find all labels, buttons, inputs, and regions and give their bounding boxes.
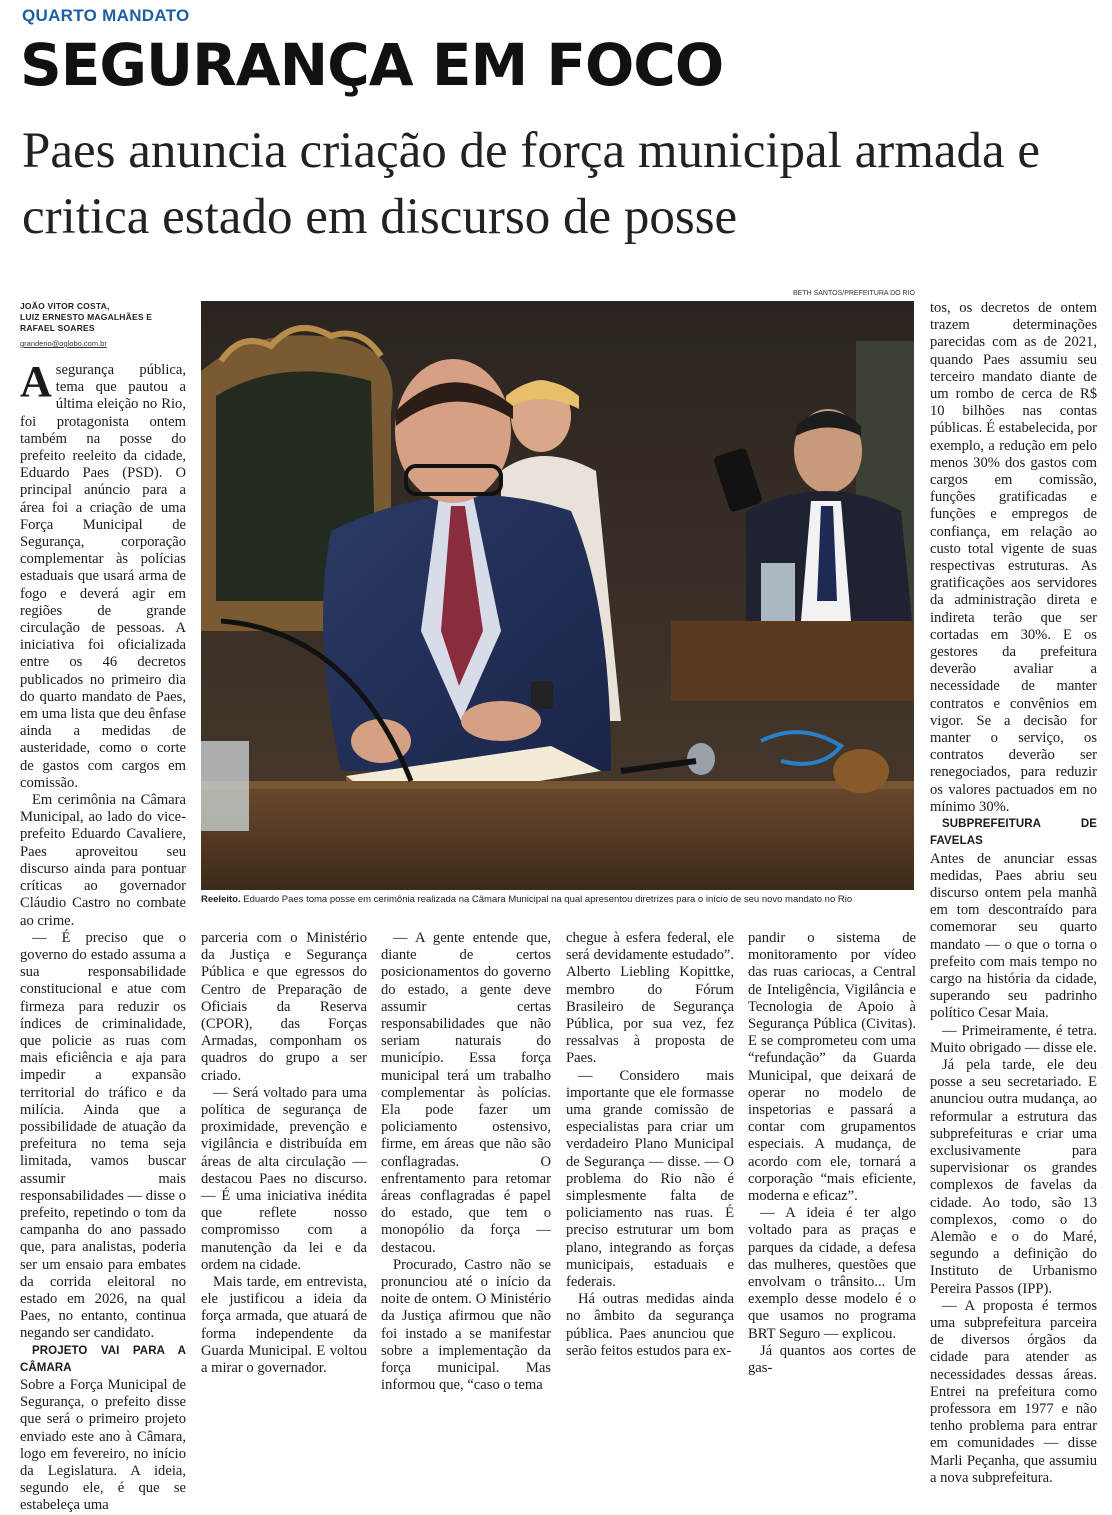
ceremony-photo-illustration (201, 301, 914, 890)
paragraph: — A gente entende que, diante de certos posicionamentos do governo do estado, a gente deve assumir certas responsabilidades que não seriam naturais do município. Essa força municipal terá um trabalho complementar às polícias. Ela pode fazer um policiamento ostensivo, firme, em áreas que não são conflagradas. O enfrentamento para retomar áreas conflagradas é papel do estado, que tem o monopólio da força — destacou. (381, 930, 551, 1256)
section-kicker: QUARTO MANDATO (22, 6, 190, 25)
paragraph: — Considero mais importante que ele formasse uma grande comissão de especialistas para criar um verdadeiro Plano Municipal de Segurança — disse. — O problema do Rio não é simplesmente falta de policiamento nas ruas. É preciso estruturar um bom plano, integrando as forças municipais, estaduais e federais. (566, 1067, 734, 1291)
drop-cap: A (20, 357, 52, 406)
byline-line: LUIZ ERNESTO MAGALHÃES E (20, 312, 153, 322)
paragraph: pandir o sistema de monitoramento por vídeo das ruas cariocas, a Central de Inteligência, Vigilância e Tecnologia de Apoio à Segurança Pública (Civitas). E se comprometeu com uma “refundação” da Guarda Municipal, que deixará de operar no modelo de inspetorias e passará a contar com grupamentos especiais. A mudança, de acordo com ele, tornará a corporação “mais eficiente, moderna e eficaz”. (748, 930, 916, 1205)
paragraph: Asegurança pública, tema que pautou a última eleição no Rio, foi protagonista ontem também na posse do prefeito reeleito da cidade, Eduardo Paes (PSD). O principal anúncio para a área foi a criação de uma Força Municipal de Segurança, corporação complementar às polícias estaduais que usará arma de fogo e deverá agir em regiões de grande circulação de pessoas. A iniciativa foi oficializada entre os 46 decretos publicados no primeiro dia do quarto mandato de Paes, em uma lista que deu ênfase ainda a medidas de austeridade, como o corte de gastos com cargos em comissão. (20, 357, 186, 791)
paragraph: Antes de anunciar essas medidas, Paes abriu seu discurso ontem pela manhã em tom descontraído para comemorar seu quarto mandato — o que o torna o prefeito com mais tempo no cargo na história da cidade, superando seu padrinho político Cesar Maia. (930, 850, 1097, 1022)
paragraph: — Será voltado para uma política de segurança de proximidade, prevenção e vigilância e distribuída em áreas de alta circulação — destacou Paes no discurso. — É uma iniciativa inédita que reflete nosso compromisso com a manutenção da lei e da ordem na cidade. (201, 1084, 367, 1273)
section-subtitle: SUBPREFEITURA DE FAVELAS (930, 818, 1097, 848)
paragraph: parceria com o Ministério da Justiça e Segurança Pública e que egressos do Centro de Preparação de Oficiais da Reserva (CPOR), das Forças Armadas, componham os quadros do grupo a ser criado. (201, 930, 367, 1084)
paragraph: — A ideia é ter algo voltado para as praças e parques da cidade, a defesa das mulheres, questões que envolvam o trânsito... Um exemplo desse modelo é o que usamos no programa BRT Seguro — explicou. (748, 1205, 916, 1342)
paragraph: Procurado, Castro não se pronunciou até o início da noite de ontem. O Ministério da Justiça afirmou que não foi instado a se manifestar sobre a implementação da força municipal. Mas informou que, “caso o tema (381, 1256, 551, 1394)
paragraph: Já pela tarde, ele deu posse a seu secretariado. E anunciou outra mudança, ao reformular a estrutura das subprefeituras e criar uma exclusivamente para supervisionar os grandes complexos de favelas da cidade. Ao todo, são 13 complexos, como o do Alemão e o do Maré, segundo a definição do Instituto de Urbanismo Pereira Passos (IPP). (930, 1056, 1097, 1297)
article-column-2 (201, 930, 367, 1377)
article-column-5 (748, 930, 916, 1377)
paragraph: — A proposta é termos uma subprefeitura parceira de diversos órgãos da cidade para atender as necessidades dessas áreas. Entrei na prefeitura como professora em 1977 e não tenho problema para entrar em comunidades — disse Marli Peçanha, que assumiu a nova subprefeitura. (930, 1297, 1097, 1486)
author-email-link[interactable]: granderio@oglobo.com.br (20, 339, 107, 348)
article-column-3 (381, 930, 551, 1394)
photo-caption (201, 894, 916, 905)
paragraph: Sobre a Força Municipal de Segurança, o prefeito disse que será o primeiro projeto enviado este ano à Câmara, logo em fevereiro, no início da Legislatura. A ideia, segundo ele, é que se estabeleça uma (20, 1376, 186, 1514)
byline-line: RAFAEL SOARES (20, 323, 95, 333)
main-photo (201, 301, 914, 890)
subheadline: Paes anuncia criação de força municipal armada e critica estado em discurso de posse (22, 123, 1041, 245)
byline-line: JOÃO VITOR COSTA, (20, 301, 110, 311)
byline (20, 301, 195, 334)
paragraph: Há outras medidas ainda no âmbito da segurança pública. Paes anunciou que serão feitos estudos para ex- (566, 1291, 734, 1359)
paragraph: tos, os decretos de ontem trazem determinações parecidas com as de 2021, quando Paes assumiu seu terceiro mandato diante de um rombo de cerca de R$ 10 bilhões nas contas públicas. É estabelecida, por exemplo, a redução em pelo menos 30% dos gastos com cargos em comissão, funções gratificadas e funções e empregos de confiança, em relação ao custo total vigente de suas respectivas estruturas. As gratificações aos servidores da administração direta e indireta terão que ser cortadas em 30%. E os gestores da prefeitura deverão avaliar a necessidade de manter contratos e convênios em vigor. Se a decisão for manter o serviço, os contratos deverão ser renegociados, para reduzir os valores pactuados em no mínimo 30%. (930, 300, 1097, 815)
paragraph: Mais tarde, em entrevista, ele justificou a ideia da força armada, que atuará de forma independente da Guarda Municipal. E voltou a mirar o governador. (201, 1274, 367, 1377)
photo-credit: BETH SANTOS/PREFEITURA DO RIO (792, 290, 915, 297)
paragraph: — É preciso que o governo do estado assuma a sua responsabilidade constitucional e atue com firmeza para reduzir os índices de criminalidade, que policie as ruas com mais eficiência e aja para impedir a expansão territorial do tráfico e da milícia. Ainda que a possibilidade de atuação da prefeitura no tema seja limitada, vamos buscar assumir mais responsabilidades — disse o prefeito, repetindo o tom da campanha do ano passado que, para analistas, poderia ser um ensaio para embates da corrida eleitoral no estado em 2026, na qual Paes, no entanto, continua negando ser candidato. (20, 929, 186, 1342)
paragraph: Já quantos aos cortes de gas- (748, 1342, 916, 1377)
section-subtitle: PROJETO VAI PARA A CÂMARA (20, 1344, 186, 1374)
article-column-4 (566, 930, 734, 1360)
caption-text: Eduardo Paes toma posse em cerimônia realizada na Câmara Municipal na qual apresentou diretrizes para o início de seu novo mandato no Rio (240, 894, 853, 905)
paragraph: — Primeiramente, é tetra. Muito obrigado — disse ele. (930, 1022, 1097, 1056)
headline: SEGURANÇA EM FOCO (20, 31, 724, 99)
article-column-1 (20, 357, 186, 1515)
paragraph: Em cerimônia na Câmara Municipal, ao lado do vice-prefeito Eduardo Cavaliere, Paes aproveitou seu discurso ainda para pontuar críticas ao governador Cláudio Castro no combate ao crime. (20, 792, 186, 929)
caption-label: Reeleito. (201, 894, 241, 905)
paragraph: chegue à esfera federal, ele será devidamente estudado”. Alberto Liebling Kopittke, membro do Fórum Brasileiro de Segurança Pública, por sua vez, fez ressalvas à proposta de Paes. (566, 930, 734, 1067)
